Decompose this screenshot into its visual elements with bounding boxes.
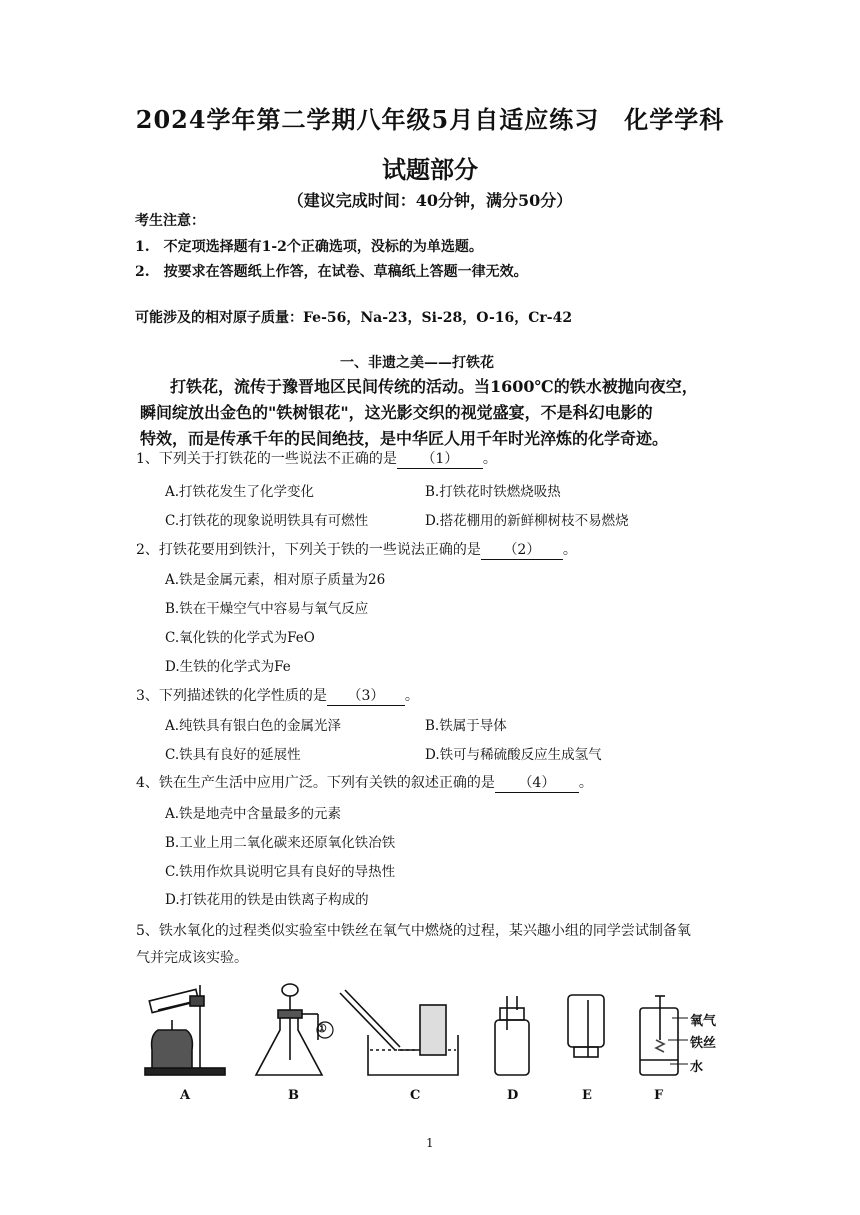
figure-label-e: E [582, 1088, 592, 1103]
question-1-stem: 1、下列关于打铁花的一些说法不正确的是 （1） 。 [136, 448, 497, 469]
q4-option-a: A.铁是地壳中含量最多的元素 [165, 806, 342, 822]
question-4-stem: 4、铁在生产生活中应用广泛。下列有关铁的叙述正确的是 （4） 。 [136, 772, 593, 793]
question-2-stem: 2、打铁花要用到铁汁，下列关于铁的一些说法正确的是 （2） 。 [136, 539, 577, 560]
f-label-iron-wire: 铁丝 [690, 1036, 717, 1051]
intro-line-1: 打铁花，流传于豫晋地区民间传统的活动。当1600℃的铁水被抛向夜空， [170, 377, 698, 396]
apparatus-c [340, 990, 458, 1075]
f-label-water: 水 [690, 1060, 704, 1075]
notice-item-1: 1. 不定项选择题有1-2个正确选项，没标的为单选题。 [135, 239, 483, 255]
figure-label-b: B [288, 1088, 299, 1103]
atomic-mass-note: 可能涉及的相对原子质量：Fe-56，Na-23，Si-28，O-16，Cr-42 [135, 310, 573, 326]
question-3-stem: 3、下列描述铁的化学性质的是 （3） 。 [136, 685, 419, 706]
question-5-line-1: 5、铁水氧化的过程类似实验室中铁丝在氧气中燃烧的过程，某兴趣小组的同学尝试制备氧 [136, 923, 691, 939]
page-title: 2024学年第二学期八年级5月自适应练习 化学学科 [135, 105, 725, 134]
apparatus-d [495, 996, 529, 1075]
apparatus-a [145, 985, 225, 1075]
q1-option-c: C.打铁花的现象说明铁具有可燃性 [165, 513, 369, 529]
intro-line-2: 瞬间绽放出金色的"铁树银花"，这光影交织的视觉盛宴，不是科幻电影的 [140, 403, 653, 422]
f-label-oxygen: 氧气 [690, 1014, 717, 1029]
time-note: （建议完成时间：40分钟，满分50分） [287, 191, 573, 210]
apparatus-f [640, 996, 688, 1075]
q3-option-a: A.纯铁具有银白色的金属光泽 [165, 718, 342, 734]
section-title: 一、非遗之美——打铁花 [340, 355, 494, 371]
figure-label-d: D [507, 1088, 519, 1103]
q3-option-d: D.铁可与稀硫酸反应生成氢气 [425, 747, 602, 763]
figure-label-f: F [654, 1088, 664, 1103]
apparatus-e [568, 995, 604, 1057]
q2-option-a: A.铁是金属元素，相对原子质量为26 [165, 572, 386, 588]
answer-blank-2: （2） [481, 539, 563, 560]
question-5-line-2: 气并完成该实验。 [136, 950, 248, 966]
answer-blank-4: （4） [495, 772, 579, 793]
intro-line-3: 特效，而是传承千年的民间绝技，是中华匠人用千年时光淬炼的化学奇迹。 [140, 429, 669, 448]
q3-option-c: C.铁具有良好的延展性 [165, 747, 301, 763]
q1-option-a: A.打铁花发生了化学变化 [165, 484, 315, 500]
q1-option-d: D.搭花棚用的新鲜柳树枝不易燃烧 [425, 513, 629, 529]
q4-option-c: C.铁用作炊具说明它具有良好的导热性 [165, 864, 396, 880]
q4-option-d: D.打铁花用的铁是由铁离子构成的 [165, 892, 369, 908]
q3-option-b: B.铁属于导体 [425, 718, 507, 734]
figure-label-a: A [180, 1088, 191, 1103]
figure-label-c: C [410, 1088, 421, 1103]
marker-label: ① [317, 1022, 327, 1035]
q2-option-d: D.生铁的化学式为Fe [165, 659, 291, 675]
page-number: 1 [426, 1136, 434, 1150]
answer-blank-1: （1） [397, 448, 483, 469]
notice-heading: 考生注意： [135, 213, 205, 229]
notice-item-2: 2. 按要求在答题纸上作答，在试卷、草稿纸上答题一律无效。 [135, 264, 528, 280]
q1-option-b: B.打铁花时铁燃烧吸热 [425, 484, 561, 500]
q2-option-c: C.氧化铁的化学式为FeO [165, 630, 315, 646]
q2-option-b: B.铁在干燥空气中容易与氧气反应 [165, 601, 369, 617]
page-subtitle: 试题部分 [382, 155, 478, 184]
q4-option-b: B.工业上用二氧化碳来还原氧化铁冶铁 [165, 835, 396, 851]
answer-blank-3: （3） [327, 685, 405, 706]
